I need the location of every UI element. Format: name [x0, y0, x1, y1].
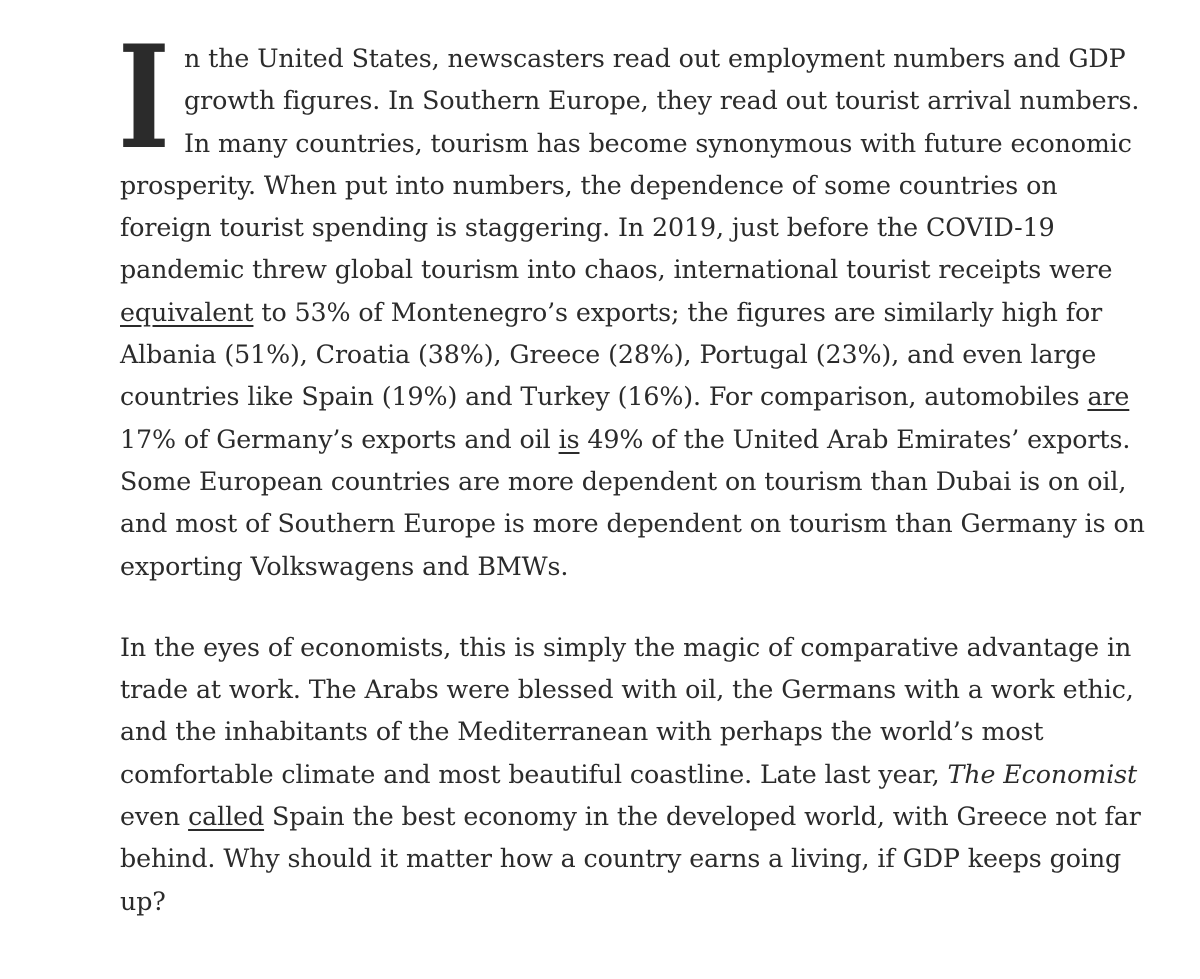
link-are[interactable]: are [1087, 382, 1130, 412]
drop-cap: I [118, 15, 170, 181]
paragraph-1 [118, 15, 1150, 588]
link-is[interactable]: is [558, 424, 580, 454]
paragraph-1-text-2: to 53% of Montenegro’s exports; the figures are similarly high for Albania (51%), Croatia (38%), Greece (28%), Portugal (23%), and even large countries like Spain (19%) and Turkey (16%). For comparison, automobiles [120, 297, 1103, 412]
article-body [118, 15, 1150, 923]
paragraph-2 [120, 627, 1150, 923]
paragraph-1-text-3: 17% of Germany’s exports and oil [120, 424, 559, 454]
paragraph-1-text-4: 49% of the United Arab Emirates’ exports. Some European countries are more dependent on tourism than Dubai is on oil, and most of Southern Europe is more dependent on tourism than Germany is on exporting Volkswagens and BMWs. [120, 424, 1145, 581]
paragraph-2-text-2: even [120, 802, 189, 832]
paragraph-2-text-1: In the eyes of economists, this is simply the magic of comparative advantage in trade at work. The Arabs were blessed with oil, the Germans with a work ethic, and the inhabitants of the Mediterranean with perhaps the world’s most comfortable climate and most beautiful coastline. Late last year, [120, 632, 1134, 789]
link-called[interactable]: called [188, 802, 265, 832]
publication-name: The Economist [947, 759, 1138, 789]
paragraph-1-text-1: n the United States, newscasters read out employment numbers and GDP growth figures. In Southern Europe, they read out tourist arrival numbers. In many countries, tourism has become synonymous with future economic prosperity. When put into numbers, the dependence of some countries on foreign tourist spending is staggering. In 2019, just before the COVID-19 pandemic threw global tourism into chaos, international tourist receipts were [120, 44, 1140, 285]
paragraph-2-text-3: Spain the best economy in the developed world, with Greece not far behind. Why should it matter how a country earns a living, if GDP keeps going up? [120, 802, 1141, 916]
link-equivalent[interactable]: equivalent [120, 297, 254, 327]
